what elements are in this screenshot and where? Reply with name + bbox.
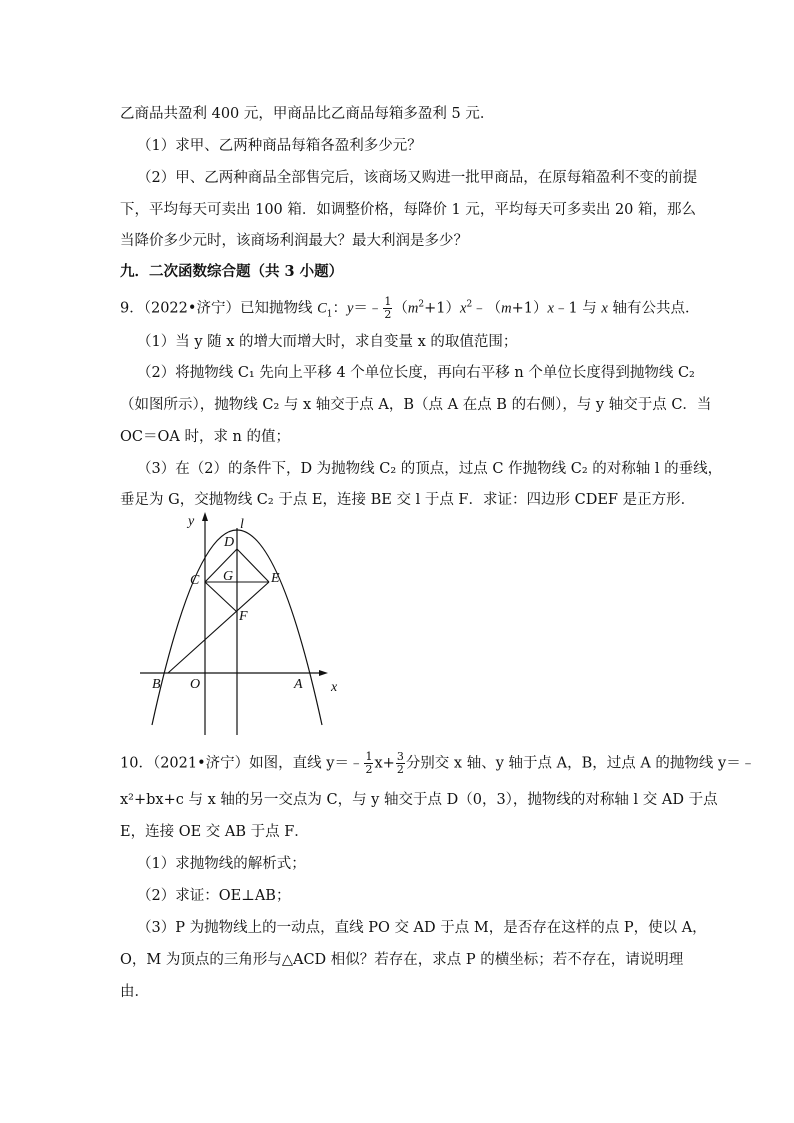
tail: ﹣1 与 xyxy=(553,300,602,317)
problem-10-number: 10． xyxy=(120,755,153,772)
label-f: F xyxy=(239,609,248,624)
problem-10-line3: E，连接 OE 交 AB 于点 F． xyxy=(120,824,309,840)
m-sup: 2 xyxy=(418,299,425,310)
label-d: D xyxy=(224,535,235,550)
problem-10-q2: （2）求证：OE⊥AB； xyxy=(137,888,291,904)
m-part-a: （ xyxy=(393,300,408,317)
problem-9-q3-line2: 垂足为 G，交抛物线 C₂ 于点 E，连接 BE 交 l 于点 F．求证：四边形 CDEF 是正方形． xyxy=(120,492,696,508)
x-sup: 2 xyxy=(466,299,473,310)
problem-10-line-a: 如图，直线 y＝﹣ xyxy=(249,755,364,772)
eq-minus: ＝﹣ xyxy=(353,300,383,317)
y-axis-arrow xyxy=(202,512,208,521)
colon: ： xyxy=(332,300,347,317)
fraction-one-half xyxy=(383,296,392,321)
m-var: m xyxy=(407,300,419,317)
problem-10-stem xyxy=(120,751,755,776)
segment-de xyxy=(237,549,269,582)
fraction-2 xyxy=(396,751,405,776)
problem-10-line-c: 分别交 x 轴、y 轴于点 A，B，过点 A 的抛物线 y＝﹣ xyxy=(405,755,756,772)
problem-9-stem-a: 已知抛物线 xyxy=(239,300,318,317)
problem-10-line-b: x+ xyxy=(374,755,395,772)
label-l: l xyxy=(240,517,244,532)
fraction-denominator: 2 xyxy=(384,308,392,321)
problem-9-stem xyxy=(120,296,699,321)
problem-10-source: （2021•济宁） xyxy=(152,755,250,772)
fraction-numerator: 1 xyxy=(384,295,392,308)
problem-10-q3-line1: （3）P 为抛物线上的一动点，直线 PO 交 AD 于点 M，是否存在这样的点 P，使以 A， xyxy=(137,920,707,936)
problem-9-number: 9． xyxy=(120,300,144,317)
c1-subscript: 1 xyxy=(326,309,333,320)
prev-problem-line1: 乙商品共盈利 400 元，甲商品比乙商品每箱多盈利 5 元． xyxy=(120,106,495,122)
problem-9-q3-line1: （3）在（2）的条件下，D 为抛物线 C₂ 的顶点，过点 C 作抛物线 C₂ 的对称轴 l 的垂线， xyxy=(137,461,723,477)
parabola-figure xyxy=(130,505,360,740)
section-heading: 九．二次函数综合题（共 3 小题） xyxy=(120,263,344,280)
problem-10-q3-line2: O，M 为顶点的三角形与△ACD 相似？若存在，求点 P 的横坐标；若不存在，请说明理 xyxy=(120,952,684,968)
x-var-2: x xyxy=(547,300,554,317)
problem-9-q2-line2: （如图所示），抛物线 C₂ 与 x 轴交于点 A，B（点 A 在点 B 的右侧），与 y 轴交于点 C．当 xyxy=(120,397,712,413)
label-b: B xyxy=(152,677,161,692)
label-a: A xyxy=(294,677,303,692)
label-y: y xyxy=(188,514,195,529)
segment-be xyxy=(168,582,269,673)
label-g: G xyxy=(223,569,234,584)
prev-problem-q1: （1）求甲、乙两种商品每箱各盈利多少元？ xyxy=(137,138,422,154)
label-e: E xyxy=(271,571,280,586)
label-c: C xyxy=(190,573,200,588)
fraction-1 xyxy=(364,751,373,776)
middle: ﹣（ xyxy=(472,300,502,317)
problem-9-q2-line3: OC＝OA 时，求 n 的值； xyxy=(120,429,291,445)
problem-9-q2-line1: （2）将抛物线 C₁ 先向上平移 4 个单位长度，再向右平移 n 个单位长度得到抛物线 C₂ xyxy=(137,365,695,381)
fraction-2-denominator: 2 xyxy=(396,763,404,776)
tail-b: 轴有公共点． xyxy=(607,300,700,317)
fraction-2-numerator: 3 xyxy=(396,750,404,763)
middle-b: +1） xyxy=(511,300,548,317)
label-x: x xyxy=(331,680,338,695)
problem-9-q1: （1）当 y 随 x 的增大而增大时，求自变量 x 的取值范围； xyxy=(137,334,518,350)
segment-cf xyxy=(205,582,237,612)
fraction-1-denominator: 2 xyxy=(365,763,373,776)
problem-10-line2: x²+bx+c 与 x 轴的另一交点为 C，与 y 轴交于点 D（0，3），抛物线的对称轴 l 交 AD 于点 xyxy=(120,792,718,808)
label-o: O xyxy=(190,677,201,692)
x-var: x xyxy=(460,300,467,317)
problem-9-source: （2022•济宁） xyxy=(143,300,240,317)
x-axis-arrow xyxy=(319,670,328,676)
problem-10-q1: （1）求抛物线的解析式； xyxy=(137,856,306,872)
problem-10-q3-line3: 由． xyxy=(120,984,149,1000)
m-var-2: m xyxy=(501,300,512,317)
y-var: y xyxy=(346,300,354,317)
prev-problem-q2-line1: （2）甲、乙两种商品全部售完后，该商场又购进一批甲商品，在原每箱盈利不变的前提 xyxy=(137,170,698,186)
prev-problem-q2-line2: 下，平均每天可卖出 100 箱．如调整价格，每降价 1 元，平均每天可多卖出 20 箱，那么 xyxy=(120,202,697,218)
x-var-3: x xyxy=(601,300,608,317)
fraction-1-numerator: 1 xyxy=(365,750,373,763)
m-part-b: +1） xyxy=(424,300,460,317)
c1-symbol: C xyxy=(317,300,327,317)
prev-problem-q2-line3: 当降价多少元时，该商场利润最大？最大利润是多少？ xyxy=(120,233,468,249)
